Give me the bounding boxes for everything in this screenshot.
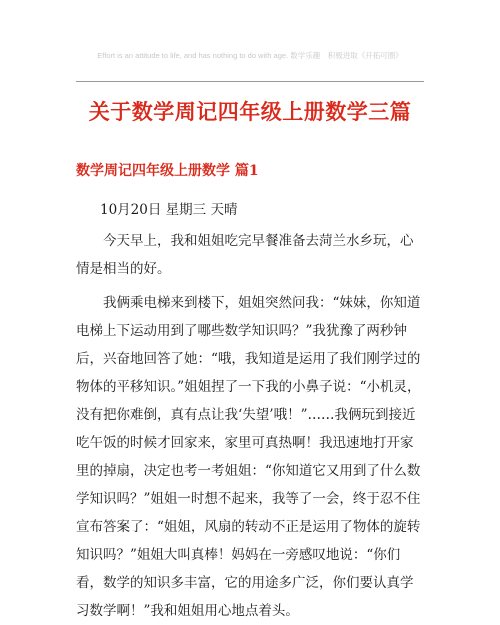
section-heading: 数学周记四年级上册数学 篇1 [76, 163, 259, 179]
diary-dateline: 10月20日 星期三 天晴 [100, 202, 238, 218]
paragraph-1: 今天早上，我和姐姐吃完早餐准备去菏兰水乡玩，心情是相当的好。 [76, 233, 414, 277]
paragraph-2: 我俩乘电梯来到楼下，姐姐突然问我：“妹妹，你知道电梯上下运动用到了哪些数学知识吗？”我犹豫了两秒钟后，兴奋地回答了她：“哦，我知道是运用了我们刚学过的物体的平移知识。”姐姐捏了一下我的小鼻子说：“小机灵，没有把你难倒，真有点让我‘失望’哦！”……我俩玩到接近吃午饭的时候才回家来，家里可真热啊！我迅速地打开家里的掉扇，决定也考一考姐姐：“你知道它又用到了什么数学知识吗？”姐姐一时想不起来，我等了一会，终于忍不住宣布答案了：“姐姐，风扇的转动不正是运用了物体的旋转知识吗？”姐姐大叫真棒！妈妈在一旁感叹地说：“你们看，数学的知识多丰富，它的用途多广泛，你们要认真学习数学啊！”我和姐姐用心地点着头。 [76, 295, 421, 619]
document-title: 关于数学周记四年级上册数学三篇 [88, 99, 412, 124]
header-tagline: Effort is an attitude to life, and has nothing to do with age. 数学乐趣 积极进取《开拓可圈》 [97, 51, 403, 60]
header-divider [76, 81, 424, 82]
